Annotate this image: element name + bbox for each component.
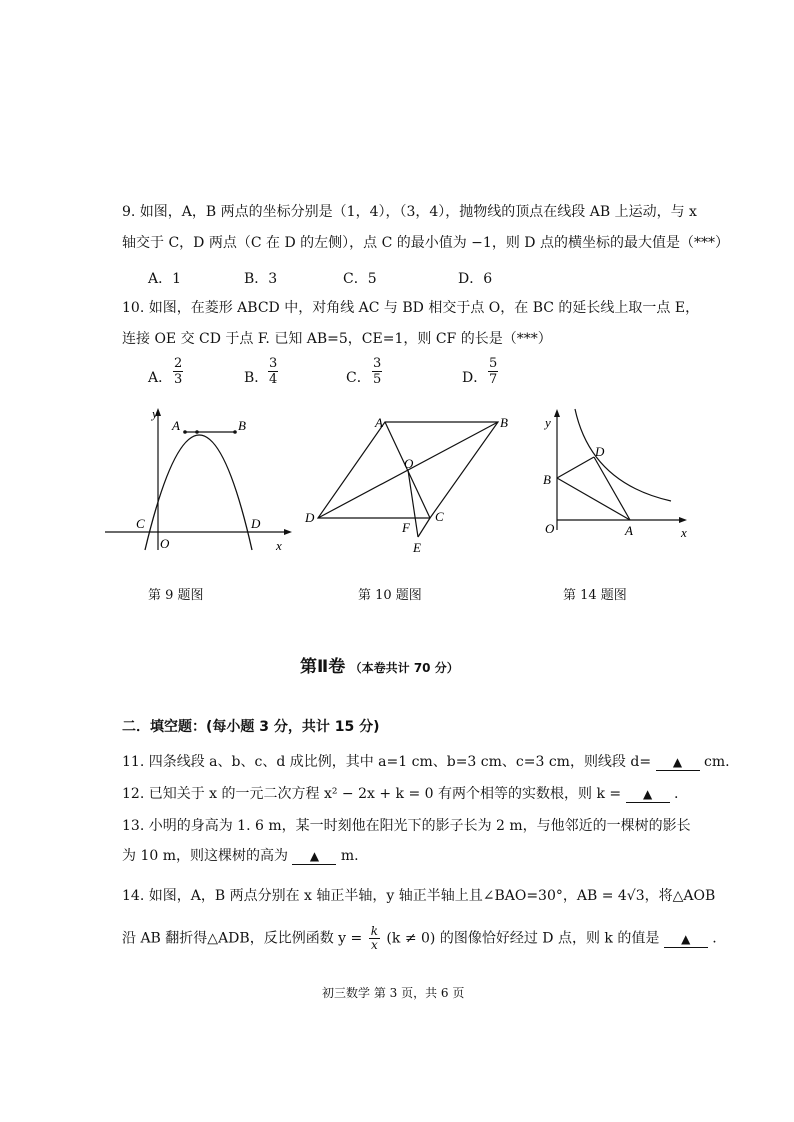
q12: [122, 784, 678, 804]
q14-condition: (k ≠ 0) 的图像恰好经过 D 点，则 k 的值是: [386, 930, 660, 947]
q14-end: .: [712, 930, 717, 947]
q13-line1: 13. 小明的身高为 1. 6 m，某一时刻他在阳光下的影子长为 2 m，与他邻近的一棵树的影长: [122, 818, 691, 834]
y-axis-arrow: [554, 409, 560, 417]
fraction-numerator: 3: [373, 356, 382, 371]
fraction-denominator: 5: [373, 372, 382, 387]
q13-line2-text: 为 10 m，则这棵树的高为: [122, 848, 288, 864]
q12-end: .: [674, 786, 679, 802]
q10-option-b-fraction: [268, 356, 278, 387]
q9-line1: 9. 如图，A，B 两点的坐标分别是（1，4），（3，4），抛物线的顶点在线段 AB 上运动，与 x: [122, 204, 697, 220]
figure-9-caption: 第 9 题图: [148, 588, 204, 603]
extension-ce: [418, 518, 430, 537]
q10-option-a-letter: A．: [148, 370, 173, 386]
label-e: E: [413, 540, 421, 555]
parabola: [145, 435, 252, 550]
label-c: C: [136, 516, 145, 531]
figure-14: [535, 405, 695, 545]
volume-title: 第Ⅱ卷: [300, 657, 346, 677]
q12-text: 12. 已知关于 x 的一元二次方程 x² − 2x + k = 0 有两个相等的实数根，则 k =: [122, 786, 622, 802]
q10-option-d-fraction: [488, 356, 498, 387]
label-f: F: [402, 520, 410, 535]
q14-line1: 14. 如图，A，B 两点分别在 x 轴正半轴，y 轴正半轴上且∠BAO=30°，AB = 4√3，将△AOB: [122, 888, 716, 904]
q12-answer-blank[interactable]: ▲: [626, 786, 670, 803]
vertex-point: [195, 430, 199, 434]
label-c: C: [435, 509, 444, 524]
label-o: O: [160, 536, 170, 551]
segment-ba: [557, 478, 630, 520]
x-axis-arrow: [284, 529, 292, 535]
q9-option-c: C．5: [343, 271, 377, 287]
fraction-denominator: 3: [174, 372, 183, 387]
figure-9: [100, 400, 300, 560]
label-d: D: [305, 510, 315, 525]
q13-line2: [122, 846, 359, 866]
label-d: D: [251, 516, 261, 531]
q10-option-b-letter: B．: [244, 370, 269, 386]
fraction-numerator: 2: [174, 356, 183, 371]
q9-line2: 轴交于 C，D 两点（C 在 D 的左侧），点 C 的最小值为 −1，则 D 点的横坐标的最大值是（***）: [122, 235, 729, 251]
q10-line2: 连接 OE 交 CD 于点 F. 已知 AB=5，CE=1，则 CF 的长是（***）: [122, 331, 552, 347]
q10-option-c-letter: C．: [346, 370, 371, 386]
q9-option-a: A．1: [148, 271, 182, 287]
section-2-heading: 二．填空题：(每小题 3 分，共计 15 分): [122, 719, 380, 735]
figure-10-caption: 第 10 题图: [358, 588, 422, 603]
q14-line2-text: 沿 AB 翻折得△ADB，反比例函数 y =: [122, 930, 363, 947]
volume-heading: [300, 652, 459, 677]
q10-line1: 10. 如图，在菱形 ABCD 中，对角线 AC 与 BD 相交于点 O，在 BC 的延长线上取一点 E，: [122, 300, 700, 316]
fraction-denominator: 7: [489, 372, 498, 387]
point-b: [233, 430, 237, 434]
label-a: A: [625, 523, 633, 538]
fraction-numerator: k: [370, 924, 378, 938]
q11: [122, 752, 730, 772]
label-b: B: [543, 472, 551, 487]
q14-answer-blank[interactable]: ▲: [664, 931, 708, 948]
q9-option-d: D．6: [458, 271, 493, 287]
label-a: A: [375, 415, 383, 430]
figure-9-svg: [100, 400, 300, 560]
q13-answer-blank[interactable]: ▲: [292, 848, 336, 865]
volume-subtitle: （本卷共计 70 分）: [349, 661, 459, 675]
fraction-denominator: 4: [269, 372, 278, 387]
q13-unit: m.: [340, 848, 359, 864]
q10-option-a-fraction: [173, 356, 183, 387]
q14-line2: [122, 925, 717, 952]
figure-10: [300, 410, 520, 560]
label-a: A: [172, 418, 180, 433]
x-axis-arrow: [679, 517, 687, 523]
q11-unit: cm.: [704, 754, 730, 770]
label-x: x: [681, 525, 687, 540]
segment-da: [594, 457, 630, 520]
label-o: O: [404, 456, 414, 471]
fraction-numerator: 3: [269, 356, 278, 371]
q11-answer-blank[interactable]: ▲: [656, 754, 700, 771]
figure-14-svg: [535, 405, 695, 545]
q10-option-d-letter: D．: [462, 370, 488, 386]
figure-14-caption: 第 14 题图: [563, 588, 627, 603]
label-x: x: [276, 538, 282, 553]
label-d: D: [595, 444, 605, 459]
fraction-numerator: 5: [489, 356, 498, 371]
q9-option-b: B．3: [244, 271, 278, 287]
label-b: B: [500, 415, 508, 430]
label-b: B: [238, 418, 246, 433]
page-footer: 初三数学 第 3 页，共 6 页: [322, 986, 465, 1000]
label-y: y: [545, 415, 551, 430]
fraction-denominator: x: [370, 938, 378, 952]
hyperbola: [575, 409, 671, 501]
q11-text: 11. 四条线段 a、b、c、d 成比例，其中 a=1 cm、b=3 cm、c=3 cm，则线段 d=: [122, 754, 652, 770]
q14-fraction: [369, 925, 380, 952]
q10-option-c-fraction: [372, 356, 382, 387]
label-y: y: [152, 406, 158, 421]
segment-bd: [557, 457, 594, 478]
label-o: O: [545, 521, 555, 536]
figure-10-svg: [300, 410, 520, 560]
point-a: [183, 430, 187, 434]
